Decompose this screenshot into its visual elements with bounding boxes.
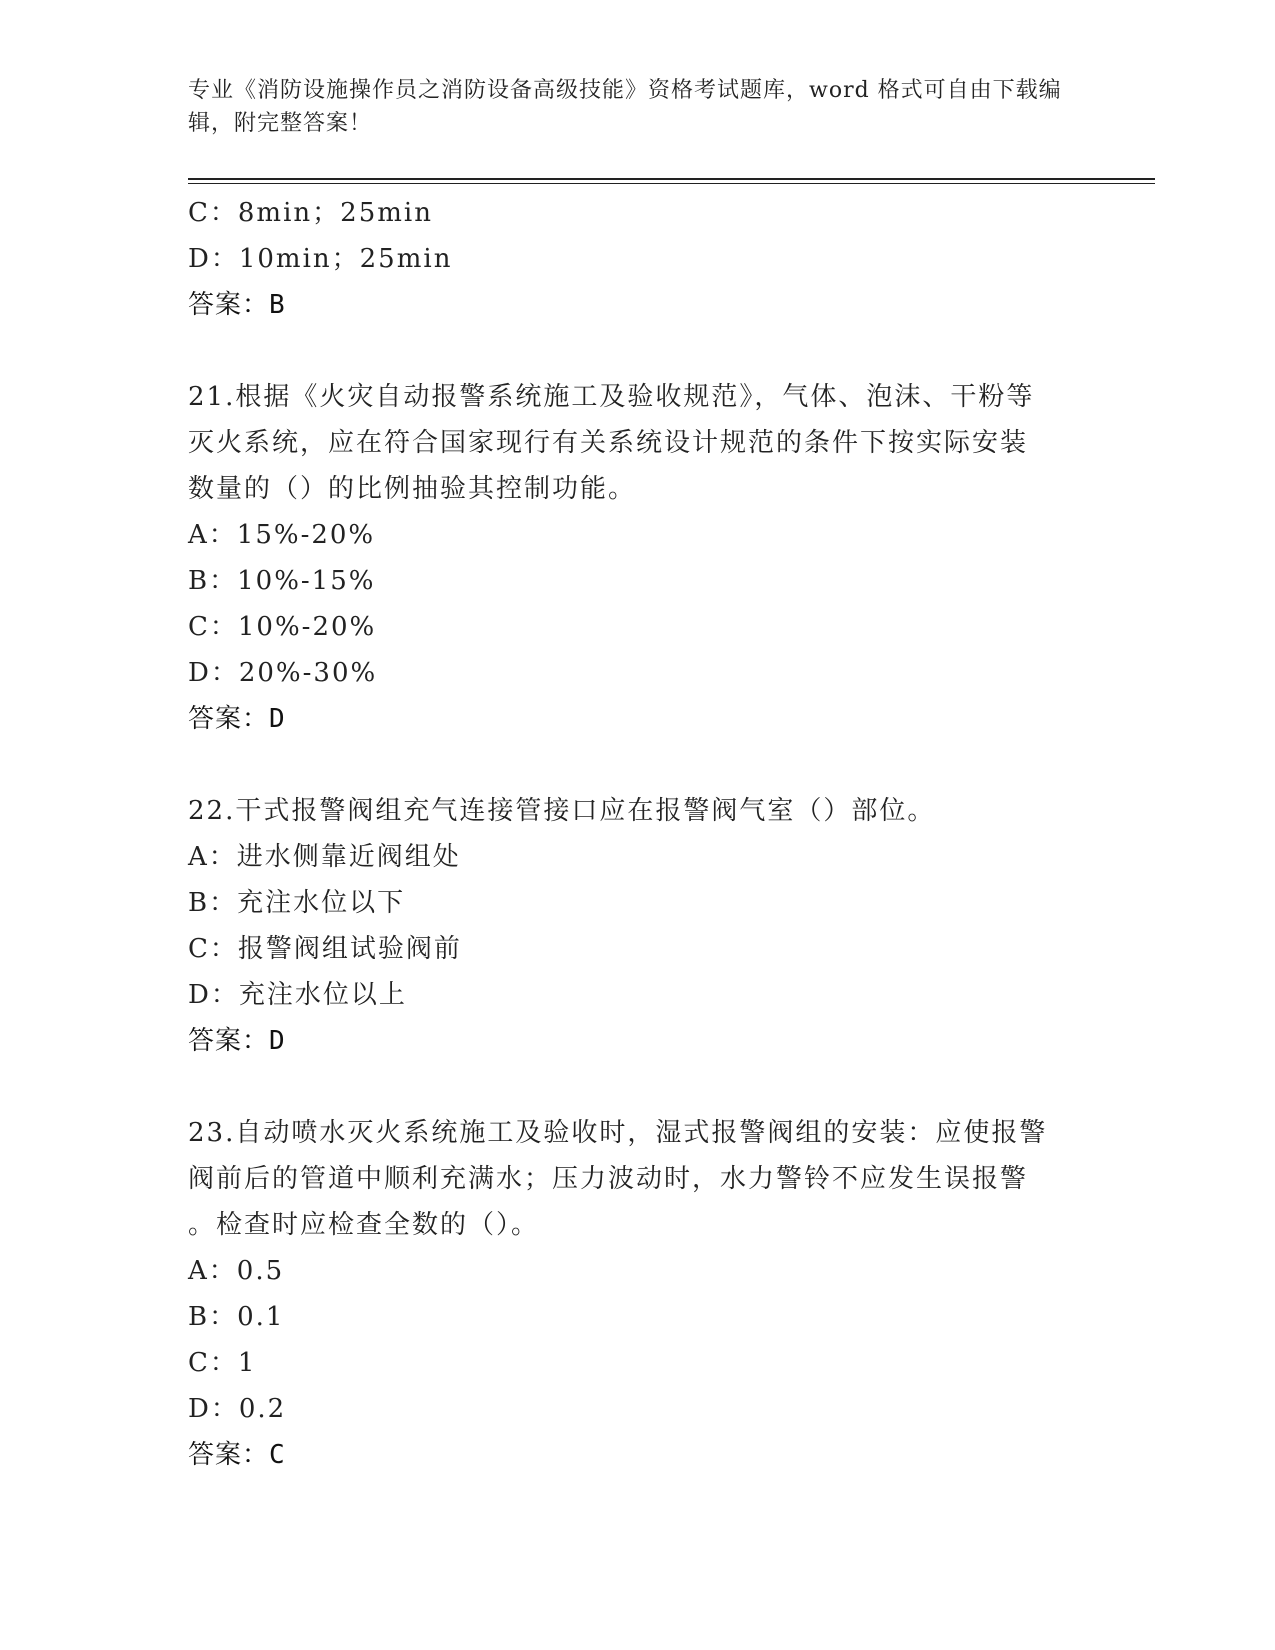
answer-label: 答案： bbox=[188, 704, 270, 734]
prev-question-block bbox=[188, 190, 1088, 328]
option-a: A：进水侧靠近阀组处 bbox=[188, 842, 461, 872]
option-d: D：0.2 bbox=[188, 1394, 287, 1424]
header-rule-thin bbox=[188, 183, 1155, 184]
question-stem-line: 灭火系统，应在符合国家现行有关系统设计规范的条件下按实际安装 bbox=[188, 428, 1029, 458]
question-stem-line: 数量的（）的比例抽验其控制功能。 bbox=[188, 474, 637, 504]
option-a: A：15%-20% bbox=[188, 520, 376, 550]
option-c: C：10%-20% bbox=[188, 612, 377, 642]
question-21 bbox=[188, 374, 1088, 742]
question-stem-line: 。检查时应检查全数的（）。 bbox=[188, 1210, 540, 1240]
question-stem-line: 阀前后的管道中顺利充满水；压力波动时，水力警铃不应发生误报警 bbox=[188, 1164, 1029, 1194]
answer-label: 答案： bbox=[188, 290, 270, 320]
answer-line bbox=[188, 1018, 1088, 1064]
document-header: 专业《消防设施操作员之消防设备高级技能》资格考试题库，word 格式可自由下载编辑，附完整答案！ bbox=[188, 78, 1062, 136]
answer-label: 答案： bbox=[188, 1440, 270, 1470]
option-b: B：充注水位以下 bbox=[188, 888, 406, 918]
question-list bbox=[188, 190, 1088, 1478]
answer-line bbox=[188, 282, 1088, 328]
question-22 bbox=[188, 788, 1088, 1064]
option-d: D：10min；25min bbox=[188, 244, 453, 274]
answer-line bbox=[188, 696, 1088, 742]
option-a: A：0.5 bbox=[188, 1256, 285, 1286]
question-stem-line: 22.干式报警阀组充气连接管接口应在报警阀气室（）部位。 bbox=[188, 796, 936, 826]
option-c: C：报警阀组试验阀前 bbox=[188, 934, 462, 964]
option-b: B：10%-15% bbox=[188, 566, 376, 596]
question-stem-line: 21.根据《火灾自动报警系统施工及验收规范》，气体、泡沫、干粉等 bbox=[188, 382, 1035, 412]
option-c: C：8min；25min bbox=[188, 198, 433, 228]
header-rule-thick bbox=[188, 178, 1155, 180]
question-23 bbox=[188, 1110, 1088, 1478]
option-b: B：0.1 bbox=[188, 1302, 285, 1332]
option-c: C：1 bbox=[188, 1348, 257, 1378]
answer-value: D bbox=[269, 1026, 286, 1056]
answer-value: C bbox=[269, 1440, 286, 1470]
answer-label: 答案： bbox=[188, 1026, 270, 1056]
answer-value: D bbox=[269, 704, 286, 734]
question-stem-line: 23.自动喷水灭火系统施工及验收时，湿式报警阀组的安装：应使报警 bbox=[188, 1118, 1048, 1148]
answer-line bbox=[188, 1432, 1088, 1478]
answer-value: B bbox=[269, 290, 286, 320]
option-d: D：20%-30% bbox=[188, 658, 378, 688]
option-d: D：充注水位以上 bbox=[188, 980, 407, 1010]
